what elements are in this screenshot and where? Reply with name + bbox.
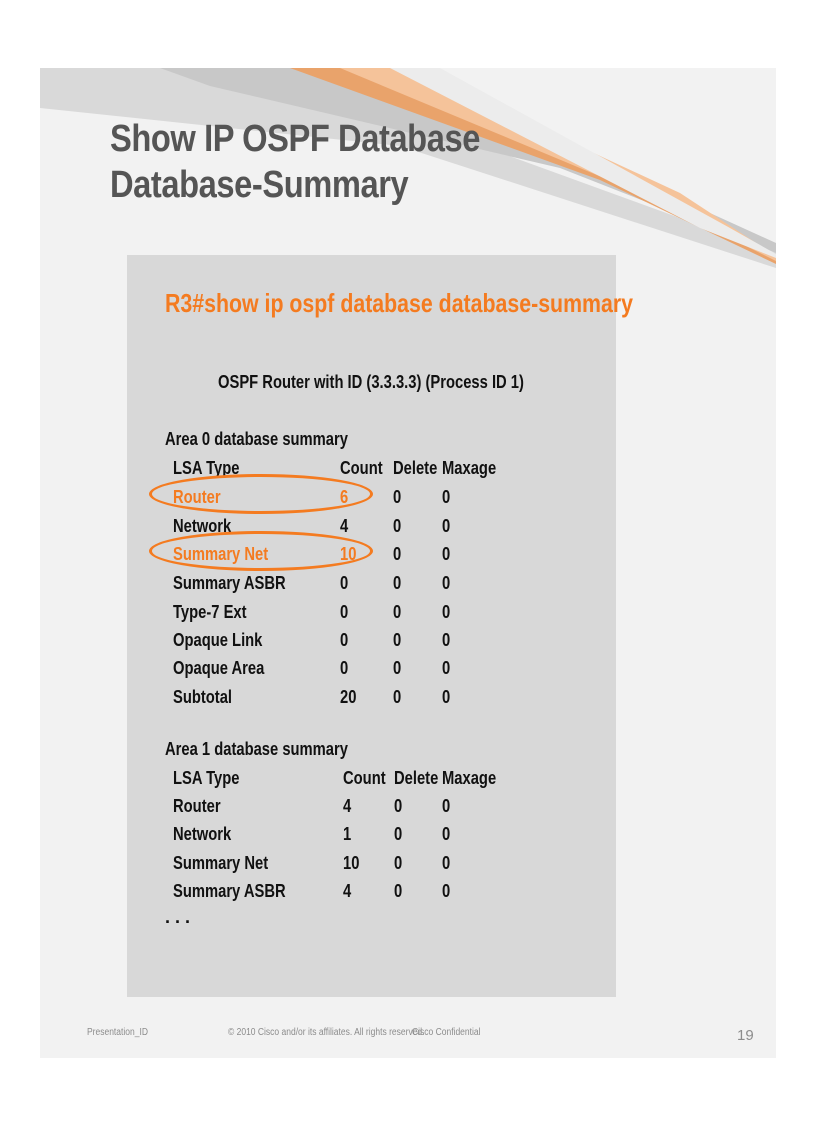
- lsa-type: Network: [173, 824, 232, 844]
- table-row: [127, 881, 616, 909]
- lsa-type: Router: [173, 487, 221, 507]
- area1-header-row: [127, 768, 616, 796]
- maxage: 0: [442, 881, 451, 901]
- lsa-type: Subtotal: [173, 687, 233, 707]
- count: 4: [343, 881, 352, 901]
- delete: 0: [393, 658, 402, 678]
- delete: 0: [394, 853, 403, 873]
- delete: 0: [393, 630, 402, 650]
- area0-title: Area 0 database summary: [165, 429, 348, 449]
- delete: 0: [393, 516, 402, 536]
- count: 6: [340, 487, 349, 507]
- header-maxage: Maxage: [442, 768, 497, 788]
- footer-copyright: © 2010 Cisco and/or its affiliates. All rights reserved.: [228, 1027, 425, 1038]
- count: 10: [340, 544, 357, 564]
- count: 4: [343, 796, 352, 816]
- ellipsis: . . .: [165, 907, 191, 927]
- delete: 0: [394, 824, 403, 844]
- maxage: 0: [442, 544, 451, 564]
- lsa-type: Summary ASBR: [173, 573, 286, 593]
- lsa-type: Opaque Link: [173, 630, 263, 650]
- title-line-2: Database-Summary: [110, 164, 409, 206]
- footer-confidential: Cisco Confidential: [412, 1027, 481, 1038]
- header-count: Count: [343, 768, 386, 788]
- lsa-type: Summary Net: [173, 853, 269, 873]
- cli-output-panel: [127, 255, 634, 997]
- maxage: 0: [442, 487, 451, 507]
- maxage: 0: [442, 516, 451, 536]
- header-count: Count: [340, 458, 383, 478]
- maxage: 0: [442, 687, 451, 707]
- maxage: 0: [442, 630, 451, 650]
- lsa-type: Network: [173, 516, 232, 536]
- count: 20: [340, 687, 357, 707]
- delete: 0: [394, 796, 403, 816]
- table-row: [127, 630, 616, 658]
- header-lsa-type: LSA Type: [173, 458, 240, 478]
- maxage: 0: [442, 853, 451, 873]
- table-row: [127, 687, 616, 715]
- header-lsa-type: LSA Type: [173, 768, 240, 788]
- highlight-oval-summary-net: [149, 531, 373, 571]
- page-number: 19: [737, 1027, 754, 1044]
- count: 4: [340, 516, 349, 536]
- maxage: 0: [442, 796, 451, 816]
- lsa-type: Type-7 Ext: [173, 602, 247, 622]
- count: 0: [340, 630, 349, 650]
- delete: 0: [393, 687, 402, 707]
- slide: [40, 68, 776, 1058]
- lsa-type: Summary ASBR: [173, 881, 286, 901]
- maxage: 0: [442, 602, 451, 622]
- lsa-type: Summary Net: [173, 544, 269, 564]
- header-delete: Delete: [393, 458, 438, 478]
- table-row: [127, 796, 616, 824]
- maxage: 0: [442, 658, 451, 678]
- delete: 0: [393, 573, 402, 593]
- footer-presentation-id: Presentation_ID: [87, 1027, 148, 1038]
- table-row: [127, 824, 616, 852]
- count: 10: [343, 853, 360, 873]
- slide-title: [110, 116, 480, 208]
- count: 1: [343, 824, 352, 844]
- area1-title: Area 1 database summary: [165, 739, 348, 759]
- delete: 0: [394, 881, 403, 901]
- table-row: [127, 658, 616, 686]
- table-row: [127, 573, 616, 601]
- lsa-type: Opaque Area: [173, 658, 265, 678]
- highlight-oval-router: [149, 474, 373, 514]
- router-id-line: OSPF Router with ID (3.3.3.3) (Process ID 1): [218, 372, 524, 392]
- delete: 0: [393, 487, 402, 507]
- delete: 0: [393, 602, 402, 622]
- header-maxage: Maxage: [442, 458, 497, 478]
- lsa-type: Router: [173, 796, 221, 816]
- cli-command: R3#show ip ospf database database-summary: [165, 288, 634, 318]
- table-row: [127, 853, 616, 881]
- maxage: 0: [442, 824, 451, 844]
- table-row: [127, 602, 616, 630]
- delete: 0: [393, 544, 402, 564]
- maxage: 0: [442, 573, 451, 593]
- header-delete: Delete: [394, 768, 439, 788]
- title-line-1: Show IP OSPF Database: [110, 118, 480, 160]
- count: 0: [340, 573, 349, 593]
- count: 0: [340, 658, 349, 678]
- count: 0: [340, 602, 349, 622]
